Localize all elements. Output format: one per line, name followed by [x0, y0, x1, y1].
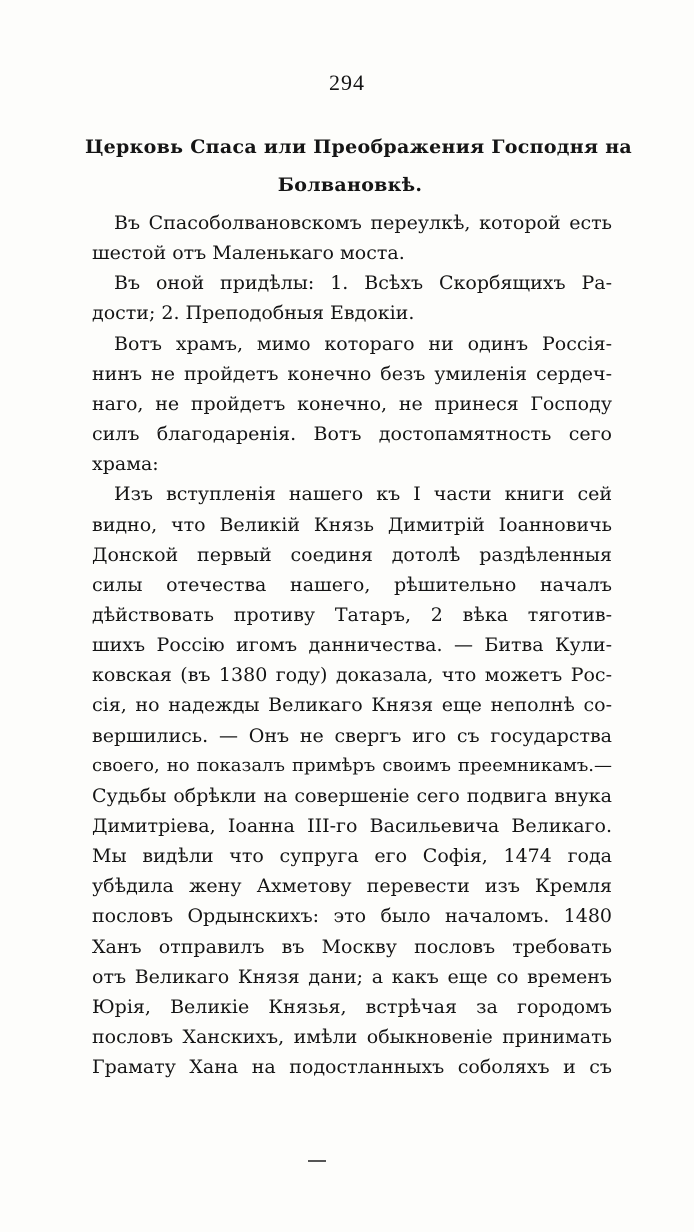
text-line: сія, но надежды Великаго Князя еще неполнѣ со- — [92, 694, 612, 716]
text-line: храма: — [92, 453, 159, 475]
text-line: нинъ не пройдетъ конечно безъ умиленія сердеч- — [92, 363, 612, 385]
text-line: Димитріева, Іоанна III-го Васильевича Великаго. — [92, 815, 612, 837]
text-line: шестой отъ Маленькаго моста. — [92, 242, 405, 264]
text-line: силъ благодаренія. Вотъ достопамятность сего — [92, 423, 612, 445]
text-line: видно, что Великій Князь Димитрій Іоанновичь — [92, 514, 612, 536]
text-line: Донской первый соединя дотолѣ раздѣленныя — [92, 544, 612, 566]
bottom-mark — [308, 1160, 326, 1162]
text-line: шихъ Россію игомъ данничества. — Битва Кули- — [92, 634, 612, 656]
text-line: Въ Спасоболвановскомъ переулкѣ, которой есть — [114, 212, 612, 234]
text-line: отъ Великаго Князя дани; а какъ еще со временъ — [92, 966, 612, 988]
text-line: ковская (въ 1380 году) доказала, что можетъ Рос- — [92, 664, 612, 686]
text-line: Судьбы обрѣкли на совершеніе сего подвига внука — [92, 785, 612, 807]
text-line: дѣйствовать противу Татаръ, 2 вѣка тяготив- — [92, 604, 612, 626]
section-heading — [85, 128, 633, 204]
page-number: 294 — [329, 70, 365, 95]
text-line: пословъ Ханскихъ, имѣли обыкновеніе принимать — [92, 1026, 612, 1048]
text-line: Вотъ храмъ, мимо котораго ни одинъ Россія- — [114, 333, 612, 355]
heading-line-2: Болвановкѣ. — [277, 174, 423, 196]
text-line: своего, но показалъ примѣръ своимъ преемникамъ.— — [92, 755, 612, 776]
heading-line-1: Церковь Спаса или Преображения Господня на — [85, 136, 633, 158]
text-line: наго, не пройдетъ конечно, не принеся Господу — [92, 393, 612, 415]
text-line: Ханъ отправилъ въ Москву пословъ требовать — [92, 936, 612, 958]
text-line: пословъ Ордынскихъ: это было началомъ. 1480 — [92, 905, 612, 927]
text-line: Грамату Хана на подостланныхъ соболяхъ и съ — [92, 1056, 612, 1078]
text-line: Изъ вступленія нашего къ I части книги сей — [114, 483, 612, 505]
text-line: Юрія, Великіе Князья, встрѣчая за городомъ — [92, 996, 612, 1018]
text-line: вершились. — Онъ не свергъ иго съ государства — [92, 725, 612, 747]
text-line: Въ оной придѣлы: 1. Всѣхъ Скорбящихъ Ра- — [114, 272, 612, 294]
text-line: Мы видѣли что супруга его Софія, 1474 года — [92, 845, 612, 867]
text-line: дости; 2. Преподобныя Евдокіи. — [92, 302, 415, 324]
text-line: силы отечества нашего, рѣшительно началъ — [92, 574, 612, 596]
text-line: убѣдила жену Ахметову перевести изъ Кремля — [92, 875, 612, 897]
